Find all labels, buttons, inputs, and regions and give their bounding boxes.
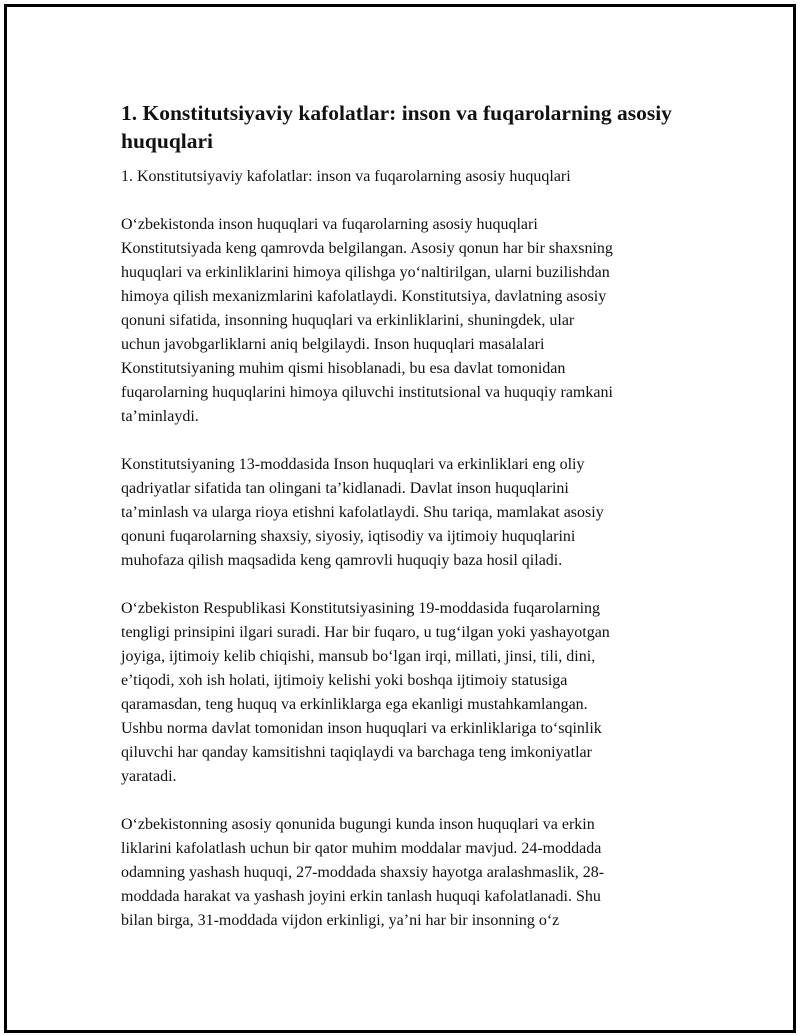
- text-line: fuqarolarning huquqlarini himoya qiluvchi institutsional va huquqiy ramkani: [121, 384, 613, 401]
- text-line: Ushbu norma davlat tomonidan inson huquqlari va erkinliklariga to‘sqinlik: [121, 720, 602, 737]
- text-line: Konstitutsiyaning muhim qismi hisoblanadi, bu esa davlat tomonidan: [121, 360, 566, 377]
- text-line: uchun javobgarliklarni aniq belgilaydi. Inson huquqlari masalalari: [121, 336, 545, 353]
- text-line: qonuni fuqarolarning shaxsiy, siyosiy, iqtisodiy va ijtimoiy huquqlarini: [121, 528, 576, 545]
- paragraph-1: [121, 213, 701, 429]
- document-body: [121, 99, 701, 957]
- title-line: 1. Konstitutsiyaviy kafolatlar: inson va fuqarolarning asosiy: [121, 101, 672, 125]
- text-line: ta’minlaydi.: [121, 408, 199, 425]
- page-frame: [4, 4, 796, 1033]
- text-line: ta’minlash va ularga rioya etishni kafolatlaydi. Shu tariqa, mamlakat asosiy: [121, 504, 604, 521]
- text-line: qaramasdan, teng huquq va erkinliklarga ega ekanligi mustahkamlangan.: [121, 696, 588, 713]
- text-line: moddada harakat va yashash joyini erkin tanlash huquqi kafolatlanadi. Shu: [121, 888, 601, 905]
- text-line: muhofaza qilish maqsadida keng qamrovli huquqiy baza hosil qiladi.: [121, 552, 563, 569]
- text-line: odamning yashash huquqi, 27-moddada shaxsiy hayotga aralashmaslik, 28-: [121, 864, 605, 881]
- text-line: O‘zbekiston Respublikasi Konstitutsiyasining 19-moddasida fuqarolarning: [121, 600, 601, 617]
- title-line: huquqlari: [121, 129, 214, 153]
- paragraph-4: [121, 813, 701, 933]
- text-line: Konstitutsiyaning 13-moddasida Inson huquqlari va erkinliklari eng oliy: [121, 456, 585, 473]
- text-line: qonuni sifatida, insonning huquqlari va erkinliklarini, shuningdek, ular: [121, 312, 575, 329]
- document-subtitle: 1. Konstitutsiyaviy kafolatlar: inson va fuqarolarning asosiy huquqlari: [121, 168, 571, 185]
- text-line: huquqlari va erkinliklarini himoya qilishga yo‘naltirilgan, ularni buzilishdan: [121, 264, 610, 281]
- text-line: e’tiqodi, xoh ish holati, ijtimoiy kelishi yoki boshqa ijtimoiy statusiga: [121, 672, 568, 689]
- text-line: O‘zbekistonning asosiy qonunida bugungi kunda inson huquqlari va erkin: [121, 816, 595, 833]
- text-line: himoya qilish mexanizmlarini kafolatlaydi. Konstitutsiya, davlatning asosiy: [121, 288, 607, 305]
- document-title: [121, 99, 701, 155]
- text-line: joyiga, ijtimoiy kelib chiqishi, mansub bo‘lgan irqi, millati, jinsi, tili, dini,: [121, 648, 596, 665]
- text-line: tengligi prinsipini ilgari suradi. Har bir fuqaro, u tug‘ilgan yoki yashayotgan: [121, 624, 610, 641]
- paragraph-3: [121, 597, 701, 789]
- text-line: yaratadi.: [121, 768, 177, 785]
- text-line: O‘zbekistonda inson huquqlari va fuqarolarning asosiy huquqlari: [121, 216, 538, 233]
- text-line: Konstitutsiyada keng qamrovda belgilangan. Asosiy qonun har bir shaxsning: [121, 240, 613, 257]
- text-line: qiluvchi har qanday kamsitishni taqiqlaydi va barchaga teng imkoniyatlar: [121, 744, 592, 761]
- paragraph-2: [121, 453, 701, 573]
- text-line: bilan birga, 31-moddada vijdon erkinligi, ya’ni har bir insonning o‘z: [121, 912, 560, 929]
- text-line: liklarini kafolatlash uchun bir qator muhim moddalar mavjud. 24-moddada: [121, 840, 602, 857]
- text-line: qadriyatlar sifatida tan olingani ta’kidlanadi. Davlat inson huquqlarini: [121, 480, 569, 497]
